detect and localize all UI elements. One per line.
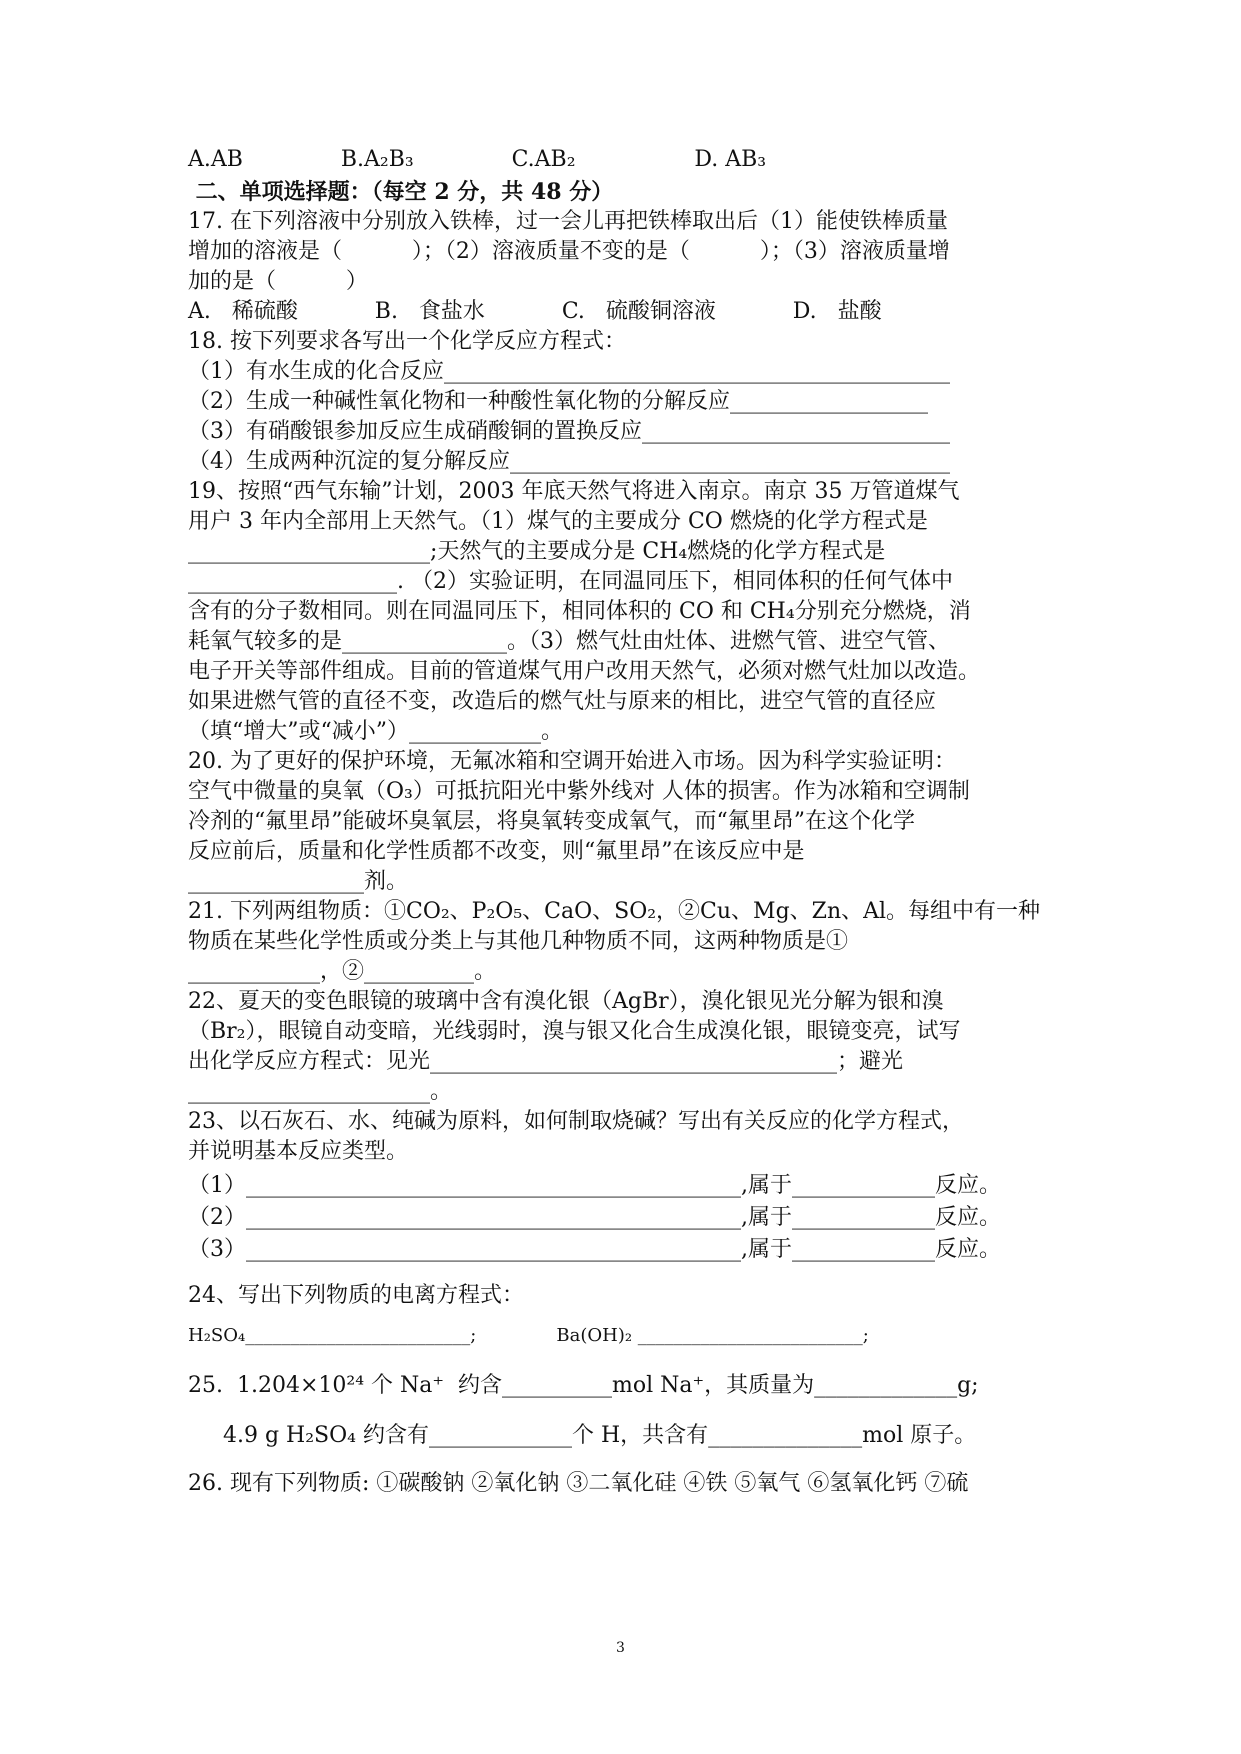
q22-line-4: ______________________。 <box>188 1079 453 1104</box>
q22-line-3: 出化学反应方程式：见光_____________________________________；避光 <box>188 1049 904 1074</box>
q23-item-3: （3）_____________________________________________,属于_____________反应。 <box>188 1237 1001 1262</box>
q18-item-1: （1）有水生成的化合反应______________________________________________ <box>188 359 950 384</box>
q19-line-2: 用户 3 年内全部用上天然气。（1）煤气的主要成分 CO 燃烧的化学方程式是 <box>188 509 928 534</box>
q22-line-2: （Br₂），眼镜自动变暗，光线弱时，溴与银又化合生成溴化银，眼镜变亮，试写 <box>188 1019 961 1044</box>
q26-line-1: 26. 现有下列物质: ①碳酸钠 ②氧化钠 ③二氧化硅 ④铁 ⑤氧气 ⑥氢氧化钙 ⑦硫 <box>188 1471 969 1496</box>
q25-line-1: 25. 1.204×10²⁴ 个 Na⁺ 约含__________mol Na⁺，其质量为_____________g; <box>188 1373 979 1398</box>
q17-options: A. 稀硫酸 B. 食盐水 C. 硫酸铜溶液 D. 盐酸 <box>188 299 882 324</box>
q18-item-2: （2）生成一种碱性氧化物和一种酸性氧化物的分解反应__________________ <box>188 389 928 414</box>
q19-line-3: ______________________;天然气的主要成分是 CH₄燃烧的化学方程式是 <box>188 539 886 564</box>
q23-item-2: （2）_____________________________________________,属于_____________反应。 <box>188 1205 1001 1230</box>
q20-line-3: 冷剂的“氟里昂”能破坏臭氧层，将臭氧转变成氧气，而“氟里昂”在这个化学 <box>188 809 915 834</box>
q19-line-4: ___________________. （2）实验证明，在同温同压下，相同体积的任何气体中 <box>188 569 953 594</box>
q21-line-2: 物质在某些化学性质或分类上与其他几种物质不同，这两种物质是① <box>188 929 849 954</box>
q18-item-3: （3）有硝酸银参加反应生成硝酸铜的置换反应____________________________ <box>188 419 950 444</box>
q19-line-8: 如果进燃气管的直径不变，改造后的燃气灶与原来的相比，进空气管的直径应 <box>188 689 937 714</box>
q23-line-1: 23、以石灰石、水、纯碱为原料，如何制取烧碱？写出有关反应的化学方程式， <box>188 1109 964 1134</box>
q19-line-7: 电子开关等部件组成。目前的管道煤气用户改用天然气，必须对燃气灶加以改造。 <box>188 659 981 684</box>
q19-line-5: 含有的分子数相同。则在同温同压下，相同体积的 CO 和 CH₄分别充分燃烧，消 <box>188 599 971 624</box>
q25-line-2: 4.9 g H₂SO₄ 约含有_____________个 H，共含有______________mol 原子。 <box>188 1423 977 1448</box>
section-heading: 二、单项选择题：（每空 2 分，共 48 分） <box>188 179 614 205</box>
q21-line-1: 21. 下列两组物质：①CO₂、P₂O₅、CaO、SO₂，②Cu、Mg、Zn、Al。每组中有一种 <box>188 899 1041 924</box>
q24-stem: 24、写出下列物质的电离方程式： <box>188 1283 524 1308</box>
q22-line-1: 22、夏天的变色眼镜的玻璃中含有溴化银（AgBr），溴化银见光分解为银和溴 <box>188 989 944 1014</box>
q20-line-5: ________________剂。 <box>188 869 409 894</box>
q19-line-6: 耗氧气较多的是_______________。（3）燃气灶由灶体、进燃气管、进空气管、 <box>188 629 950 654</box>
q18-stem: 18. 按下列要求各写出一个化学反应方程式： <box>188 329 626 354</box>
page-number: 3 <box>616 1640 625 1656</box>
q23-line-2: 并说明基本反应类型。 <box>188 1139 409 1164</box>
q17-line-3: 加的是（ ） <box>188 269 368 294</box>
q17-line-1: 17. 在下列溶液中分别放入铁棒，过一会儿再把铁棒取出后（1）能使铁棒质量 <box>188 209 948 234</box>
q23-item-1: （1）_____________________________________________,属于_____________反应。 <box>188 1173 1001 1198</box>
q17-line-2: 增加的溶液是（ ）；（2）溶液质量不变的是（ ）；（3）溶液质量增 <box>188 239 950 264</box>
q20-line-4: 反应前后，质量和化学性质都不改变，则“氟里昂”在该反应中是 <box>188 839 805 864</box>
q19-line-9: （填“增大”或“减小”）____________。 <box>188 719 563 744</box>
q19-line-1: 19、按照“西气东输”计划，2003 年底天然气将进入南京。南京 35 万管道煤气 <box>188 479 960 504</box>
q20-line-1: 20. 为了更好的保护环境，无氟冰箱和空调开始进入市场。因为科学实验证明： <box>188 749 956 774</box>
q20-line-2: 空气中微量的臭氧（O₃）可抵抗阳光中紫外线对 人体的损害。作为冰箱和空调制 <box>188 779 970 804</box>
q16-options: A.AB B.A₂B₃ C.AB₂ D. AB₃ <box>188 147 767 172</box>
q18-item-4: （4）生成两种沉淀的复分解反应________________________________________ <box>188 449 950 474</box>
q24-items: H₂SO₄_________________________; Ba(OH)₂ _________________________; <box>188 1325 869 1346</box>
q21-line-3: ____________，②__________。 <box>188 959 497 984</box>
